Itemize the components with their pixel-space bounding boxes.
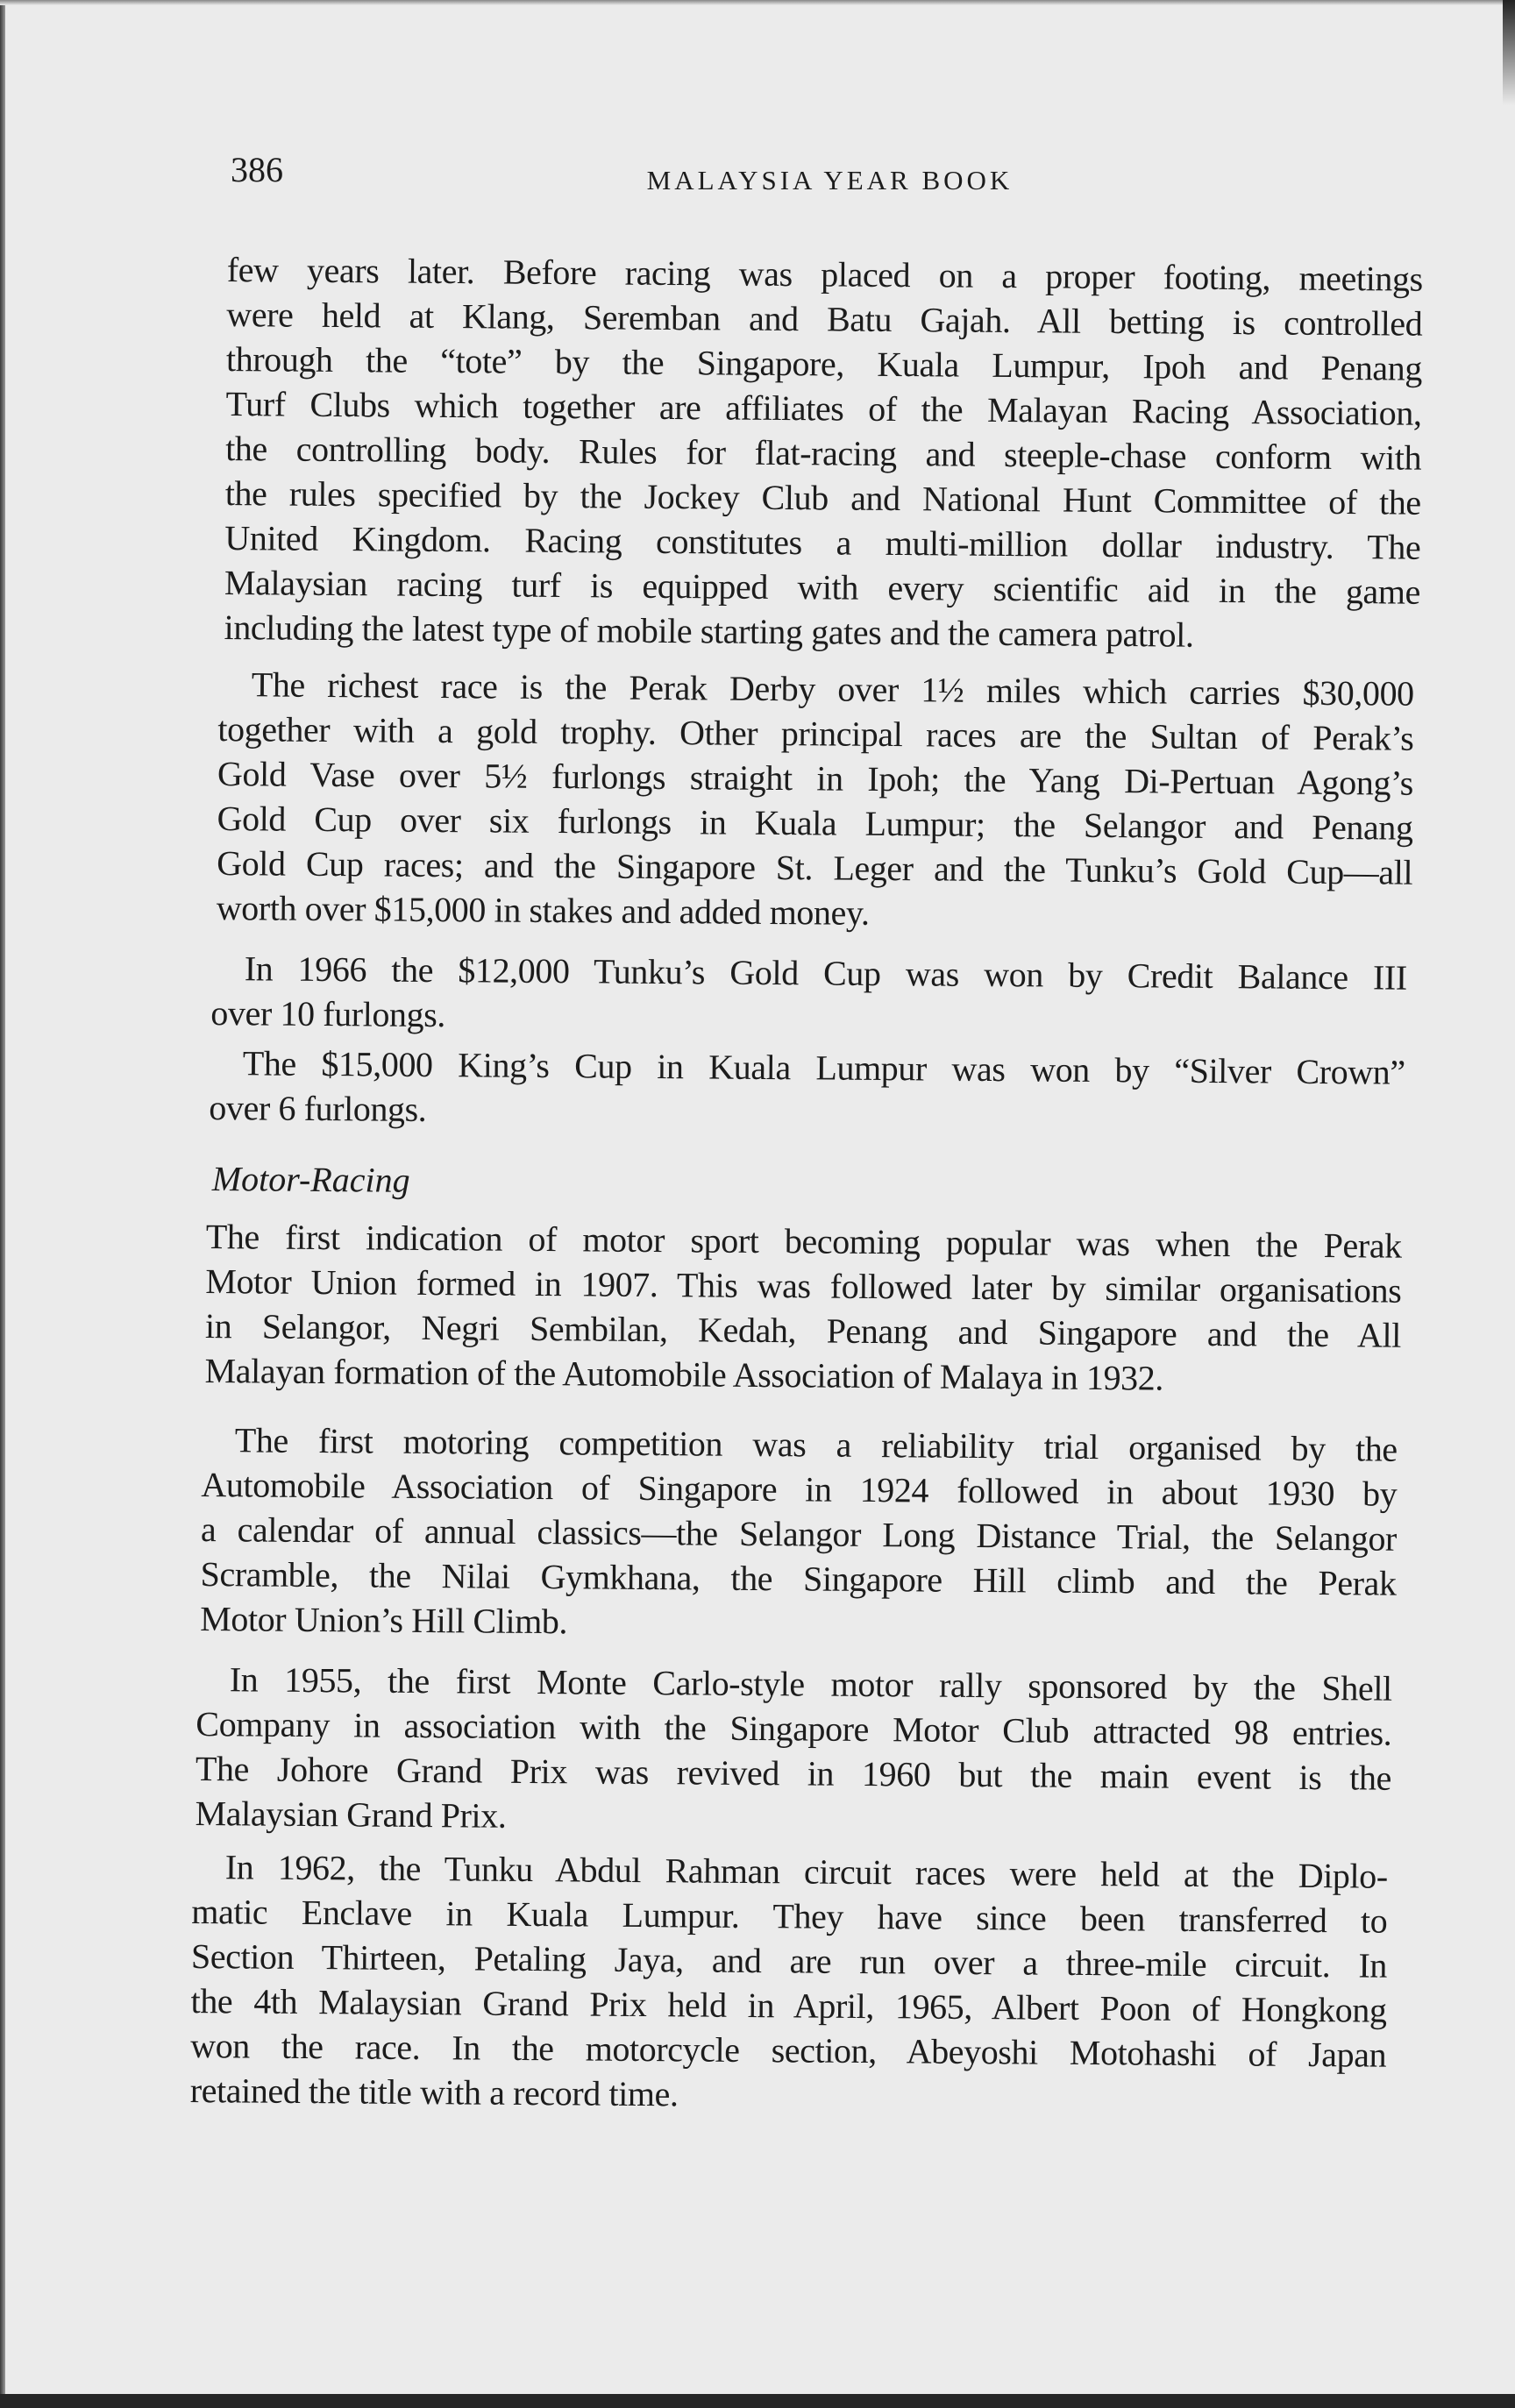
text-line: over 10 furlongs. <box>210 992 446 1035</box>
page-edge-shadow <box>0 2394 1515 2408</box>
text-line: The richest race is the Perak Derby over 1½ miles which carries $30,000 <box>251 664 1414 714</box>
paragraph <box>216 662 1413 940</box>
paragraph <box>200 1417 1398 1651</box>
text-line: Gold Cup over six furlongs in Kuala Lumpur; the Selangor and Penang <box>217 798 1413 848</box>
paragraph <box>224 247 1423 659</box>
paragraph <box>195 1657 1392 1845</box>
text-line: Malaysian Grand Prix. <box>195 1793 507 1836</box>
text-line: few years later. Before racing was placed on a proper footing, meetings <box>226 249 1423 299</box>
paragraph <box>209 1041 1405 1140</box>
text-line: In 1966 the $12,000 Tunku’s Gold Cup was won by Credit Balance III <box>245 948 1408 998</box>
text-line: The first motoring competition was a reliability trial organised by the <box>234 1420 1398 1469</box>
text-line: Gold Vase over 5½ furlongs straight in Ipoh; the Yang Di-Pertuan Agong’s <box>217 753 1413 803</box>
text-line: In 1955, the first Monte Carlo-style motor rally sponsored by the Shell <box>229 1659 1392 1708</box>
text-line: Malayan formation of the Automobile Association of Malaya in 1932. <box>204 1350 1163 1398</box>
section-heading: Motor-Racing <box>211 1158 410 1200</box>
text-line: together with a gold trophy. Other principal races are the Sultan of Perak’s <box>217 708 1414 758</box>
text-line: The first indication of motor sport becoming popular was when the Perak <box>205 1216 1402 1266</box>
text-line: the rules specified by the Jockey Club and National Hunt Committee of the <box>224 472 1421 522</box>
text-line: The Johore Grand Prix was revived in 1960 but the main event is the <box>195 1748 1391 1798</box>
text-line: Motor Union formed in 1907. This was followed later by similar organisations <box>204 1261 1402 1311</box>
paragraph <box>211 946 1408 1045</box>
text-line: including the latest type of mobile starting gates and the camera patrol. <box>224 607 1194 655</box>
text-line: Turf Clubs which together are affiliates of the Malayan Racing Association, <box>225 383 1422 433</box>
text-line: through the “tote” by the Singapore, Kuala Lumpur, Ipoh and Penang <box>225 338 1423 388</box>
text-line: won the race. In the motorcycle section, Abeyoshi Motohashi of Japan <box>189 2025 1387 2075</box>
paragraph <box>190 1844 1388 2122</box>
text-line: The $15,000 King’s Cup in Kuala Lumpur was won by “Silver Crown” <box>242 1043 1406 1092</box>
text-line: Gold Cup races; and the Singapore St. Leger and the Tunku’s Gold Cup—all <box>216 842 1412 892</box>
page-edge-shadow <box>0 0 5 2408</box>
text-line: retained the title with a record time. <box>189 2070 679 2114</box>
text-line: were held at Klang, Seremban and Batu Gajah. All betting is controlled <box>226 294 1423 344</box>
running-head: MALAYSIA YEAR BOOK <box>646 165 1014 195</box>
page-edge-shadow <box>0 0 1515 5</box>
text-line: Section Thirteen, Petaling Jaya, and are run over a three-mile circuit. In <box>190 1936 1388 1985</box>
text-line: worth over $15,000 in stakes and added money. <box>216 887 870 933</box>
text-line: the controlling body. Rules for flat-racing and steeple-chase conform with <box>225 428 1422 478</box>
text-line: Malaysian racing turf is equipped with every scientific aid in the game <box>224 562 1421 612</box>
page-number: 386 <box>231 150 283 189</box>
text-line: United Kingdom. Racing constitutes a multi-million dollar industry. The <box>224 517 1421 567</box>
text-line: Scramble, the Nilai Gymkhana, the Singapore Hill climb and the Perak <box>200 1553 1397 1603</box>
text-line: Motor Union’s Hill Climb. <box>199 1598 567 1642</box>
text-line: in Selangor, Negri Sembilan, Kedah, Penang and Singapore and the All <box>204 1305 1401 1355</box>
page-edge-shadow <box>1503 0 1515 105</box>
text-line: over 6 furlongs. <box>209 1087 427 1129</box>
text-line: matic Enclave in Kuala Lumpur. They have since been transferred to <box>191 1891 1388 1941</box>
text-line: a calendar of annual classics—the Selangor Long Distance Trial, the Selangor <box>200 1509 1397 1559</box>
text-line: Automobile Association of Singapore in 1924 followed in about 1930 by <box>200 1464 1398 1514</box>
text-line: Company in association with the Singapore Motor Club attracted 98 entries. <box>195 1703 1392 1753</box>
text-line: the 4th Malaysian Grand Prix held in April, 1965, Albert Poon of Hongkong <box>190 1980 1387 2030</box>
paragraph <box>204 1214 1402 1403</box>
text-line: In 1962, the Tunku Abdul Rahman circuit races were held at the Diplo- <box>224 1847 1388 1896</box>
